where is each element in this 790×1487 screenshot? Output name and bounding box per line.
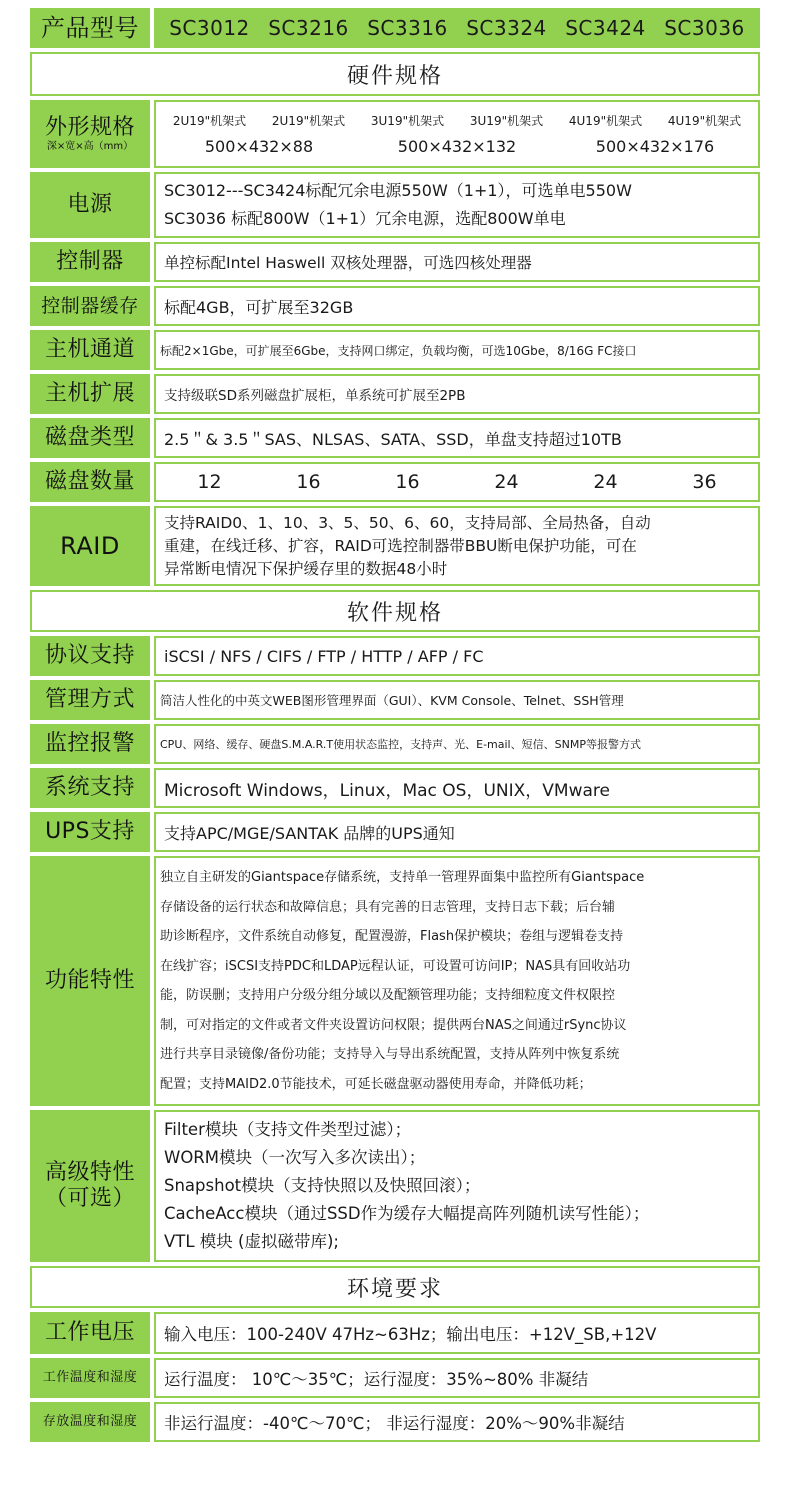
features-line: 配置；支持MAID2.0节能技术，可延长磁盘驱动器使用寿命，并降低功耗； [160, 1076, 592, 1092]
advanced-line: CacheAcc模块（通过SSD作为缓存大幅提高阵列随机读写性能）； [164, 1204, 650, 1223]
advanced-line: VTL 模块 (虚拟磁带库); [164, 1232, 339, 1251]
systems-row [30, 768, 760, 808]
chassis-type: 2U19"机架式 [172, 114, 247, 128]
form-factor-label: 外形规格 [44, 114, 135, 140]
chassis-type: 3U19"机架式 [370, 114, 445, 128]
section-software: 软件规格 [30, 590, 760, 632]
host-channel-row [30, 330, 760, 370]
disk-type-value: 2.5＂& 3.5＂SAS、NLSAS、SATA、SSD，单盘支持超过10TB [154, 418, 760, 458]
storage-temp-value: 非运行温度：-40℃～70℃； 非运行湿度：20%～90%非凝结 [154, 1402, 760, 1442]
features-row [30, 856, 760, 1106]
power-line: SC3012---SC3424标配冗余电源550W（1+1），可选单电550W [164, 181, 632, 200]
features-line: 存储设备的运行状态和故障信息；具有完善的日志管理，支持日志下载；后台辅 [160, 899, 616, 915]
disk-count: 24 [494, 471, 519, 493]
power-label: 电源 [30, 172, 150, 238]
raid-line: 重建，在线迁移、扩容，RAID可选控制器带BBU断电保护功能，可在 [164, 536, 637, 555]
voltage-label: 工作电压 [30, 1312, 150, 1354]
model-name: SC3424 [565, 16, 646, 40]
controller-value: 单控标配Intel Haswell 双核处理器，可选四核处理器 [154, 242, 760, 282]
disk-count-row [30, 462, 760, 502]
op-temp-row [30, 1358, 760, 1398]
disk-count: 16 [296, 471, 321, 493]
disk-count-label: 磁盘数量 [30, 462, 150, 502]
features-line: 能，防误删；支持用户分级分组分域以及配额管理功能；支持细粒度文件权限控 [160, 988, 616, 1003]
disk-count: 12 [197, 471, 222, 493]
raid-line: 异常断电情况下保护缓存里的数据48小时 [164, 559, 448, 578]
model-label: 产品型号 [30, 8, 150, 48]
raid-row [30, 506, 760, 586]
host-expansion-label: 主机扩展 [30, 374, 150, 414]
advanced-line: Filter模块（支持文件类型过滤）； [164, 1120, 412, 1139]
power-value [154, 172, 760, 238]
dimensions: 500×432×88 [204, 137, 314, 156]
raid-line: 支持RAID0、1、10、3、5、50、6、60，支持局部、全局热备，自动 [164, 513, 651, 532]
cache-label: 控制器缓存 [30, 286, 150, 326]
model-name: SC3036 [664, 16, 745, 40]
chassis-type: 4U19"机架式 [568, 114, 643, 128]
controller-label: 控制器 [30, 242, 150, 282]
storage-temp-label: 存放温度和湿度 [30, 1402, 150, 1442]
op-temp-value: 运行温度： 10℃～35℃；运行湿度：35%~80% 非凝结 [154, 1358, 760, 1398]
systems-value: Microsoft Windows，Linux，Mac OS，UNIX，VMware [154, 768, 760, 808]
section-environment: 环境要求 [30, 1266, 760, 1308]
features-value [154, 856, 760, 1106]
voltage-row [30, 1312, 760, 1354]
host-expansion-row [30, 374, 760, 414]
features-line: 独立自主研发的Giantspace存储系统，支持单一管理界面集中监控所有Giantspace [160, 870, 645, 885]
management-row [30, 680, 760, 720]
protocol-label: 协议支持 [30, 636, 150, 676]
advanced-value [154, 1110, 760, 1262]
power-row [30, 172, 760, 238]
raid-value [154, 506, 760, 586]
disk-count: 16 [395, 471, 420, 493]
features-line: 进行共享目录镜像/备份功能；支持导入与导出系统配置，支持从阵列中恢复系统 [160, 1047, 620, 1062]
form-factor-sublabel: 深×宽×高（mm） [46, 141, 134, 153]
monitoring-value: CPU、网络、缓存、硬盘S.M.A.R.T使用状态监控，支持声、光、E-mail、短信、SNMP等报警方式 [154, 724, 760, 764]
advanced-line: WORM模块（一次写入多次读出）； [164, 1148, 426, 1167]
ups-label: UPS支持 [30, 812, 150, 852]
protocol-value: iSCSI / NFS / CIFS / FTP / HTTP / AFP / FC [154, 636, 760, 676]
model-name: SC3012 [169, 16, 250, 40]
raid-label: RAID [30, 506, 150, 586]
monitoring-label: 监控报警 [30, 724, 150, 764]
chassis-type: 3U19"机架式 [469, 114, 544, 128]
protocol-row [30, 636, 760, 676]
model-row [30, 8, 760, 48]
model-name: SC3316 [367, 16, 448, 40]
ups-row [30, 812, 760, 852]
advanced-optional: （可选） [44, 1186, 135, 1211]
features-line: 制，可对指定的文件或者文件夹设置访问权限；提供两台NAS之间通过rSync协议 [160, 1017, 627, 1033]
advanced-row [30, 1110, 760, 1262]
disk-type-label: 磁盘类型 [30, 418, 150, 458]
cache-row [30, 286, 760, 326]
model-name: SC3324 [466, 16, 547, 40]
form-factor-row [30, 100, 760, 168]
advanced-label: 高级特性 [44, 1159, 135, 1185]
features-line: 助诊断程序，文件系统自动修复，配置漫游，Flash保护模块；卷组与逻辑卷支持 [160, 929, 624, 944]
host-channel-label: 主机通道 [30, 330, 150, 370]
controller-row [30, 242, 760, 282]
model-name: SC3216 [268, 16, 349, 40]
op-temp-label: 工作温度和湿度 [30, 1358, 150, 1398]
disk-count: 36 [692, 471, 717, 493]
disk-count-values [154, 462, 760, 502]
chassis-type: 2U19"机架式 [271, 114, 346, 128]
voltage-value: 输入电压：100-240V 47Hz~63Hz；输出电压：+12V_SB,+12V [154, 1312, 760, 1354]
advanced-label-cell [30, 1110, 150, 1262]
management-value: 简洁人性化的中英文WEB图形管理界面（GUI）、KVM Console、Telnet、SSH管理 [154, 680, 760, 720]
monitoring-row [30, 724, 760, 764]
host-channel-value: 标配2×1Gbe，可扩展至6Gbe，支持网口绑定，负载均衡，可选10Gbe，8/16G FC接口 [154, 330, 760, 370]
section-hardware: 硬件规格 [30, 52, 760, 96]
management-label: 管理方式 [30, 680, 150, 720]
cache-value: 标配4GB，可扩展至32GB [154, 286, 760, 326]
disk-type-row [30, 418, 760, 458]
form-factor-label-cell [30, 100, 150, 168]
features-label: 功能特性 [30, 856, 150, 1106]
dimensions: 500×432×176 [595, 137, 715, 156]
systems-label: 系统支持 [30, 768, 150, 808]
disk-count: 24 [593, 471, 618, 493]
power-line: SC3036 标配800W（1+1）冗余电源，选配800W单电 [164, 209, 566, 228]
ups-value: 支持APC/MGE/SANTAK 品牌的UPS通知 [154, 812, 760, 852]
dimensions: 500×432×132 [397, 137, 517, 156]
model-list [154, 8, 760, 48]
spec-table [30, 8, 760, 1446]
host-expansion-value: 支持级联SD系列磁盘扩展柜，单系统可扩展至2PB [154, 374, 760, 414]
form-factor-value [154, 100, 760, 168]
storage-temp-row [30, 1402, 760, 1442]
chassis-type: 4U19"机架式 [667, 114, 742, 128]
features-line: 在线扩容；iSCSI支持PDC和LDAP远程认证，可设置可访问IP；NAS具有回收站功 [160, 958, 631, 974]
advanced-line: Snapshot模块（支持快照以及快照回滚）； [164, 1176, 481, 1195]
